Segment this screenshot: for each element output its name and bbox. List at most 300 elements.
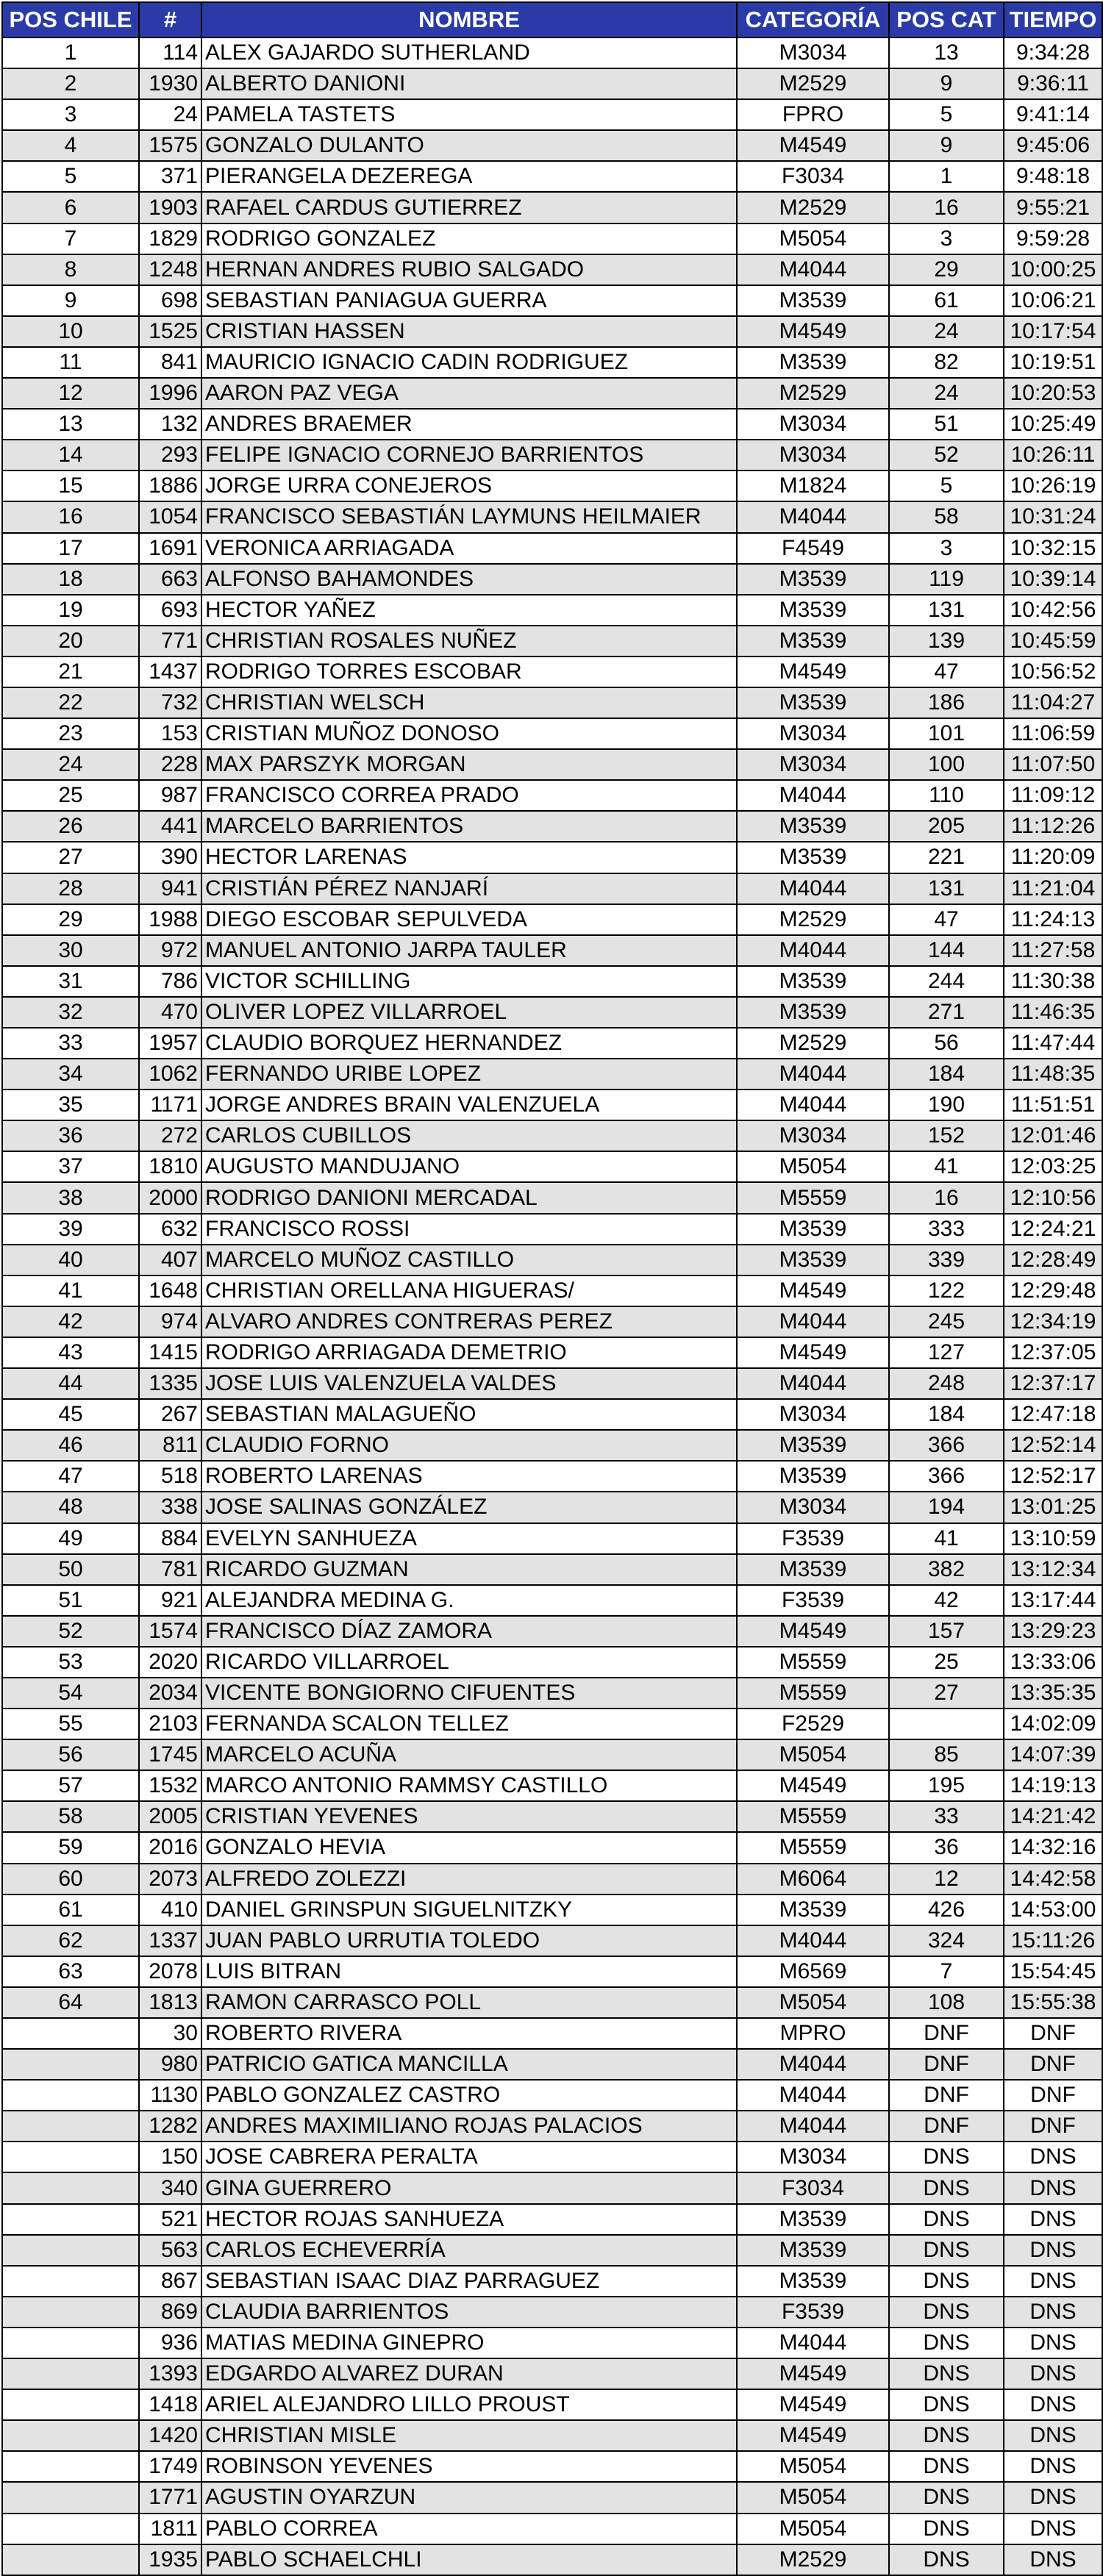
cell-pos-chile: 14 — [2, 440, 139, 471]
cell-pos-cat: 47 — [889, 904, 1004, 935]
cell-time: DNS — [1004, 2544, 1102, 2575]
table-row — [2, 1585, 1102, 1616]
cell-category: M3539 — [737, 595, 889, 626]
cell-bib-number: 114 — [139, 37, 201, 68]
cell-category: M3034 — [737, 1492, 889, 1523]
cell-name: MARCELO ACUÑA — [201, 1739, 737, 1770]
cell-pos-chile: 18 — [2, 564, 139, 595]
cell-time: 11:24:13 — [1004, 904, 1102, 935]
cell-time: 12:10:56 — [1004, 1182, 1102, 1213]
cell-time: 11:27:58 — [1004, 935, 1102, 966]
cell-name: FRANCISCO SEBASTIÁN LAYMUNS HEILMAIER — [201, 501, 737, 532]
cell-pos-cat: 100 — [889, 749, 1004, 780]
cell-bib-number: 663 — [139, 564, 201, 595]
cell-name: PIERANGELA DEZEREGA — [201, 161, 737, 192]
cell-bib-number: 1691 — [139, 533, 201, 564]
table-row — [2, 935, 1102, 966]
cell-pos-chile: 17 — [2, 533, 139, 564]
table-row — [2, 2514, 1102, 2544]
cell-category: F3539 — [737, 2297, 889, 2328]
cell-category: M3539 — [737, 811, 889, 842]
cell-bib-number: 518 — [139, 1461, 201, 1492]
cell-name: CHRISTIAN MISLE — [201, 2420, 737, 2451]
cell-time: 11:20:09 — [1004, 842, 1102, 873]
cell-time: DNF — [1004, 2080, 1102, 2111]
cell-category: M3539 — [737, 966, 889, 997]
table-row — [2, 2018, 1102, 2049]
table-row — [2, 656, 1102, 687]
cell-bib-number: 698 — [139, 285, 201, 316]
cell-category: M5559 — [737, 1832, 889, 1863]
cell-time: 10:42:56 — [1004, 595, 1102, 626]
table-row — [2, 501, 1102, 532]
cell-category: M3539 — [737, 2235, 889, 2266]
cell-category: M4549 — [737, 2389, 889, 2420]
table-row — [2, 1647, 1102, 1678]
cell-time: 12:52:14 — [1004, 1430, 1102, 1461]
cell-name: DIEGO ESCOBAR SEPULVEDA — [201, 904, 737, 935]
table-row — [2, 440, 1102, 471]
cell-category: M4549 — [737, 656, 889, 687]
table-row — [2, 2389, 1102, 2420]
cell-name: GINA GUERRERO — [201, 2172, 737, 2203]
table-row — [2, 161, 1102, 192]
cell-time: 11:46:35 — [1004, 997, 1102, 1028]
table-row — [2, 1554, 1102, 1585]
cell-category: M3539 — [737, 1554, 889, 1585]
cell-category: M3539 — [737, 997, 889, 1028]
cell-category: MPRO — [737, 2018, 889, 2049]
cell-time: 10:45:59 — [1004, 626, 1102, 656]
cell-name: GONZALO DULANTO — [201, 130, 737, 161]
cell-pos-cat: 27 — [889, 1678, 1004, 1709]
table-row — [2, 1864, 1102, 1895]
table-row — [2, 1245, 1102, 1276]
cell-pos-chile: 5 — [2, 161, 139, 192]
cell-pos-cat: 333 — [889, 1214, 1004, 1245]
cell-pos-chile: 30 — [2, 935, 139, 966]
cell-pos-cat: DNS — [889, 2235, 1004, 2266]
cell-pos-cat: 221 — [889, 842, 1004, 873]
header-pos-chile: POS CHILE — [2, 2, 139, 37]
cell-pos-chile: 40 — [2, 1245, 139, 1276]
cell-time: 10:20:53 — [1004, 378, 1102, 409]
cell-pos-chile: 50 — [2, 1554, 139, 1585]
table-row — [2, 1832, 1102, 1863]
cell-name: CHRISTIAN WELSCH — [201, 687, 737, 718]
cell-time: 13:10:59 — [1004, 1523, 1102, 1554]
cell-category: M4044 — [737, 1090, 889, 1120]
cell-time: 10:06:21 — [1004, 285, 1102, 316]
cell-name: ALEX GAJARDO SUTHERLAND — [201, 37, 737, 68]
cell-time: DNS — [1004, 2358, 1102, 2389]
header-name: NOMBRE — [201, 2, 737, 37]
cell-category: M4549 — [737, 1337, 889, 1368]
cell-name: CRISTIAN MUÑOZ DONOSO — [201, 718, 737, 749]
cell-name: HECTOR YAÑEZ — [201, 595, 737, 626]
cell-category: M4549 — [737, 1616, 889, 1647]
cell-pos-chile: 16 — [2, 501, 139, 532]
cell-pos-chile: 36 — [2, 1120, 139, 1151]
cell-pos-cat: 194 — [889, 1492, 1004, 1523]
cell-category: M3539 — [737, 1245, 889, 1276]
cell-name: CHRISTIAN ORELLANA HIGUERAS/ — [201, 1276, 737, 1306]
cell-bib-number: 2073 — [139, 1864, 201, 1895]
cell-bib-number: 936 — [139, 2328, 201, 2358]
cell-time: DNS — [1004, 2420, 1102, 2451]
cell-bib-number: 2000 — [139, 1182, 201, 1213]
cell-bib-number: 1532 — [139, 1770, 201, 1801]
cell-category: FPRO — [737, 99, 889, 130]
cell-time: 9:59:28 — [1004, 223, 1102, 254]
cell-name: RICARDO VILLARROEL — [201, 1647, 737, 1678]
cell-name: ANDRES MAXIMILIANO ROJAS PALACIOS — [201, 2111, 737, 2142]
cell-pos-chile: 12 — [2, 378, 139, 409]
cell-pos-cat: 85 — [889, 1739, 1004, 1770]
cell-category: M3539 — [737, 285, 889, 316]
cell-category: M3034 — [737, 2142, 889, 2172]
table-row — [2, 1678, 1102, 1709]
cell-pos-cat: 324 — [889, 1925, 1004, 1956]
cell-bib-number: 1420 — [139, 2420, 201, 2451]
cell-pos-chile: 62 — [2, 1925, 139, 1956]
table-row — [2, 1709, 1102, 1739]
cell-category: M3034 — [737, 1399, 889, 1430]
cell-pos-chile — [2, 2111, 139, 2142]
cell-time: 14:19:13 — [1004, 1770, 1102, 1801]
cell-name: PATRICIO GATICA MANCILLA — [201, 2049, 737, 2080]
cell-pos-chile: 3 — [2, 99, 139, 130]
cell-name: JOSE SALINAS GONZÁLEZ — [201, 1492, 737, 1523]
cell-bib-number: 1829 — [139, 223, 201, 254]
cell-time: 10:25:49 — [1004, 409, 1102, 440]
cell-category: M1824 — [737, 471, 889, 501]
cell-name: OLIVER LOPEZ VILLARROEL — [201, 997, 737, 1028]
cell-time: 10:31:24 — [1004, 501, 1102, 532]
cell-pos-cat: 56 — [889, 1028, 1004, 1059]
cell-time: 14:07:39 — [1004, 1739, 1102, 1770]
cell-name: HECTOR LARENAS — [201, 842, 737, 873]
cell-category: M2529 — [737, 192, 889, 223]
cell-name: SEBASTIAN MALAGUEÑO — [201, 1399, 737, 1430]
cell-bib-number: 632 — [139, 1214, 201, 1245]
cell-time: 9:55:21 — [1004, 192, 1102, 223]
cell-category: M4044 — [737, 2080, 889, 2111]
cell-pos-cat: DNF — [889, 2018, 1004, 2049]
cell-pos-cat: 271 — [889, 997, 1004, 1028]
cell-pos-chile — [2, 2544, 139, 2575]
cell-category: M4044 — [737, 873, 889, 904]
cell-category: M3034 — [737, 440, 889, 471]
table-row — [2, 1151, 1102, 1182]
cell-pos-cat: 42 — [889, 1585, 1004, 1616]
cell-category: M2529 — [737, 378, 889, 409]
cell-name: GONZALO HEVIA — [201, 1832, 737, 1863]
cell-bib-number: 1648 — [139, 1276, 201, 1306]
table-row — [2, 595, 1102, 626]
cell-category: F3034 — [737, 2172, 889, 2203]
cell-bib-number: 1393 — [139, 2358, 201, 2389]
cell-bib-number: 1415 — [139, 1337, 201, 1368]
cell-category: M5054 — [737, 2451, 889, 2482]
cell-pos-cat: DNS — [889, 2266, 1004, 2297]
table-row — [2, 687, 1102, 718]
cell-time: 14:53:00 — [1004, 1895, 1102, 1925]
cell-pos-chile — [2, 2142, 139, 2172]
cell-pos-cat: 13 — [889, 37, 1004, 68]
table-row — [2, 99, 1102, 130]
table-row — [2, 1120, 1102, 1151]
cell-time: 11:30:38 — [1004, 966, 1102, 997]
cell-pos-chile: 32 — [2, 997, 139, 1028]
table-row — [2, 1895, 1102, 1925]
cell-pos-chile: 37 — [2, 1151, 139, 1182]
cell-pos-cat: 5 — [889, 99, 1004, 130]
cell-category: M4044 — [737, 1368, 889, 1399]
cell-name: VICTOR SCHILLING — [201, 966, 737, 997]
cell-category: M3539 — [737, 842, 889, 873]
cell-pos-chile: 1 — [2, 37, 139, 68]
cell-time: 11:09:12 — [1004, 780, 1102, 811]
cell-pos-chile: 57 — [2, 1770, 139, 1801]
cell-pos-cat: DNS — [889, 2389, 1004, 2420]
table-row — [2, 533, 1102, 564]
table-row — [2, 2080, 1102, 2111]
cell-pos-chile: 21 — [2, 656, 139, 687]
cell-pos-chile — [2, 2297, 139, 2328]
cell-name: ALBERTO DANIONI — [201, 68, 737, 99]
cell-pos-cat: 24 — [889, 378, 1004, 409]
cell-pos-chile: 8 — [2, 254, 139, 285]
table-row — [2, 1368, 1102, 1399]
cell-pos-chile: 43 — [2, 1337, 139, 1368]
cell-bib-number: 407 — [139, 1245, 201, 1276]
cell-category: M5559 — [737, 1647, 889, 1678]
cell-pos-chile — [2, 2358, 139, 2389]
cell-name: RODRIGO GONZALEZ — [201, 223, 737, 254]
cell-category: M3034 — [737, 409, 889, 440]
cell-pos-cat: 3 — [889, 223, 1004, 254]
cell-pos-cat: 157 — [889, 1616, 1004, 1647]
cell-time: 10:00:25 — [1004, 254, 1102, 285]
cell-name: PABLO SCHAELCHLI — [201, 2544, 737, 2575]
cell-pos-cat: 122 — [889, 1276, 1004, 1306]
cell-name: SEBASTIAN ISAAC DIAZ PARRAGUEZ — [201, 2266, 737, 2297]
cell-pos-cat — [889, 1709, 1004, 1739]
cell-pos-chile: 4 — [2, 130, 139, 161]
cell-pos-cat: 152 — [889, 1120, 1004, 1151]
cell-bib-number: 228 — [139, 749, 201, 780]
cell-category: F2529 — [737, 1709, 889, 1739]
cell-pos-chile: 25 — [2, 780, 139, 811]
results-table-header — [2, 2, 1102, 37]
cell-pos-cat: 144 — [889, 935, 1004, 966]
table-row — [2, 68, 1102, 99]
results-table — [1, 1, 1103, 2576]
cell-pos-chile: 11 — [2, 347, 139, 378]
cell-pos-cat: 12 — [889, 1864, 1004, 1895]
cell-time: 15:54:45 — [1004, 1956, 1102, 1987]
cell-pos-chile — [2, 2514, 139, 2544]
cell-category: F3034 — [737, 161, 889, 192]
cell-pos-chile: 39 — [2, 1214, 139, 1245]
cell-pos-cat: 52 — [889, 440, 1004, 471]
cell-pos-chile: 27 — [2, 842, 139, 873]
cell-name: MARCELO MUÑOZ CASTILLO — [201, 1245, 737, 1276]
cell-bib-number: 884 — [139, 1523, 201, 1554]
cell-name: RODRIGO TORRES ESCOBAR — [201, 656, 737, 687]
cell-pos-cat: 110 — [889, 780, 1004, 811]
header-time: TIEMPO — [1004, 2, 1102, 37]
cell-pos-cat: 139 — [889, 626, 1004, 656]
table-row — [2, 471, 1102, 501]
cell-pos-chile — [2, 2420, 139, 2451]
cell-time: DNS — [1004, 2451, 1102, 2482]
cell-bib-number: 1248 — [139, 254, 201, 285]
cell-pos-cat: DNS — [889, 2204, 1004, 2235]
cell-time: 11:47:44 — [1004, 1028, 1102, 1059]
table-row — [2, 1337, 1102, 1368]
cell-bib-number: 841 — [139, 347, 201, 378]
cell-name: HECTOR ROJAS SANHUEZA — [201, 2204, 737, 2235]
cell-pos-cat: 366 — [889, 1461, 1004, 1492]
table-row — [2, 2420, 1102, 2451]
cell-bib-number: 941 — [139, 873, 201, 904]
cell-time: 11:12:26 — [1004, 811, 1102, 842]
header-row — [2, 2, 1102, 37]
cell-time: 11:48:35 — [1004, 1059, 1102, 1090]
cell-time: DNF — [1004, 2049, 1102, 2080]
cell-bib-number: 1811 — [139, 2514, 201, 2544]
cell-time: 11:04:27 — [1004, 687, 1102, 718]
cell-pos-cat: 205 — [889, 811, 1004, 842]
cell-bib-number: 867 — [139, 2266, 201, 2297]
cell-bib-number: 771 — [139, 626, 201, 656]
cell-name: FRANCISCO DÍAZ ZAMORA — [201, 1616, 737, 1647]
cell-bib-number: 732 — [139, 687, 201, 718]
cell-bib-number: 1054 — [139, 501, 201, 532]
cell-category: M3539 — [737, 1214, 889, 1245]
cell-pos-chile: 59 — [2, 1832, 139, 1863]
cell-category: M2529 — [737, 904, 889, 935]
cell-category: M4044 — [737, 780, 889, 811]
cell-category: M5054 — [737, 1739, 889, 1770]
cell-bib-number: 1337 — [139, 1925, 201, 1956]
cell-pos-cat: 36 — [889, 1832, 1004, 1863]
cell-pos-cat: 7 — [889, 1956, 1004, 1987]
cell-pos-cat: 382 — [889, 1554, 1004, 1585]
cell-category: M5054 — [737, 223, 889, 254]
cell-time: 11:51:51 — [1004, 1090, 1102, 1120]
table-row — [2, 192, 1102, 223]
cell-pos-cat: 244 — [889, 966, 1004, 997]
cell-name: FELIPE IGNACIO CORNEJO BARRIENTOS — [201, 440, 737, 471]
cell-time: DNS — [1004, 2514, 1102, 2544]
cell-bib-number: 390 — [139, 842, 201, 873]
cell-category: M4549 — [737, 130, 889, 161]
cell-name: FRANCISCO ROSSI — [201, 1214, 737, 1245]
cell-pos-cat: DNS — [889, 2514, 1004, 2544]
cell-time: 9:41:14 — [1004, 99, 1102, 130]
table-row — [2, 2172, 1102, 2203]
cell-pos-chile — [2, 2482, 139, 2513]
table-row — [2, 966, 1102, 997]
cell-time: 14:42:58 — [1004, 1864, 1102, 1895]
cell-time: DNS — [1004, 2172, 1102, 2203]
cell-pos-cat: 131 — [889, 873, 1004, 904]
cell-bib-number: 811 — [139, 1430, 201, 1461]
cell-category: M4044 — [737, 501, 889, 532]
table-row — [2, 1956, 1102, 1987]
cell-pos-cat: 51 — [889, 409, 1004, 440]
cell-pos-cat: DNF — [889, 2111, 1004, 2142]
cell-pos-chile — [2, 2266, 139, 2297]
table-row — [2, 1739, 1102, 1770]
cell-category: M4549 — [737, 2420, 889, 2451]
results-table-body — [2, 37, 1102, 2575]
cell-bib-number: 2078 — [139, 1956, 201, 1987]
cell-bib-number: 2016 — [139, 1832, 201, 1863]
cell-time: 15:11:26 — [1004, 1925, 1102, 1956]
cell-pos-chile — [2, 2389, 139, 2420]
cell-time: DNS — [1004, 2482, 1102, 2513]
cell-pos-cat: 248 — [889, 1368, 1004, 1399]
cell-category: M5559 — [737, 1801, 889, 1832]
cell-name: FERNANDO URIBE LOPEZ — [201, 1059, 737, 1090]
cell-category: M4549 — [737, 2358, 889, 2389]
table-row — [2, 1059, 1102, 1090]
cell-name: RICARDO GUZMAN — [201, 1554, 737, 1585]
cell-category: M5054 — [737, 2482, 889, 2513]
cell-time: 9:36:11 — [1004, 68, 1102, 99]
cell-time: 14:21:42 — [1004, 1801, 1102, 1832]
header-bib-number: # — [139, 2, 201, 37]
cell-category: M2529 — [737, 2544, 889, 2575]
cell-time: 10:19:51 — [1004, 347, 1102, 378]
cell-pos-chile: 26 — [2, 811, 139, 842]
cell-category: M4044 — [737, 935, 889, 966]
cell-category: M3539 — [737, 1430, 889, 1461]
cell-bib-number: 267 — [139, 1399, 201, 1430]
cell-bib-number: 272 — [139, 1120, 201, 1151]
cell-bib-number: 1525 — [139, 316, 201, 347]
cell-time: 12:47:18 — [1004, 1399, 1102, 1430]
cell-bib-number: 786 — [139, 966, 201, 997]
cell-name: EDGARDO ALVAREZ DURAN — [201, 2358, 737, 2389]
cell-pos-cat: 195 — [889, 1770, 1004, 1801]
cell-name: CHRISTIAN ROSALES NUÑEZ — [201, 626, 737, 656]
cell-pos-chile — [2, 2080, 139, 2111]
cell-time: 13:01:25 — [1004, 1492, 1102, 1523]
cell-pos-cat: 1 — [889, 161, 1004, 192]
cell-category: M4549 — [737, 316, 889, 347]
cell-bib-number: 338 — [139, 1492, 201, 1523]
cell-bib-number: 1171 — [139, 1090, 201, 1120]
cell-bib-number: 441 — [139, 811, 201, 842]
cell-bib-number: 410 — [139, 1895, 201, 1925]
cell-time: DNS — [1004, 2142, 1102, 2172]
cell-pos-cat: 339 — [889, 1245, 1004, 1276]
cell-category: M3034 — [737, 37, 889, 68]
cell-category: M2529 — [737, 1028, 889, 1059]
cell-pos-chile: 23 — [2, 718, 139, 749]
cell-name: RAMON CARRASCO POLL — [201, 1987, 737, 2018]
cell-name: AARON PAZ VEGA — [201, 378, 737, 409]
cell-pos-cat: 25 — [889, 1647, 1004, 1678]
cell-pos-cat: 41 — [889, 1151, 1004, 1182]
cell-pos-chile — [2, 2328, 139, 2358]
cell-bib-number: 1437 — [139, 656, 201, 687]
